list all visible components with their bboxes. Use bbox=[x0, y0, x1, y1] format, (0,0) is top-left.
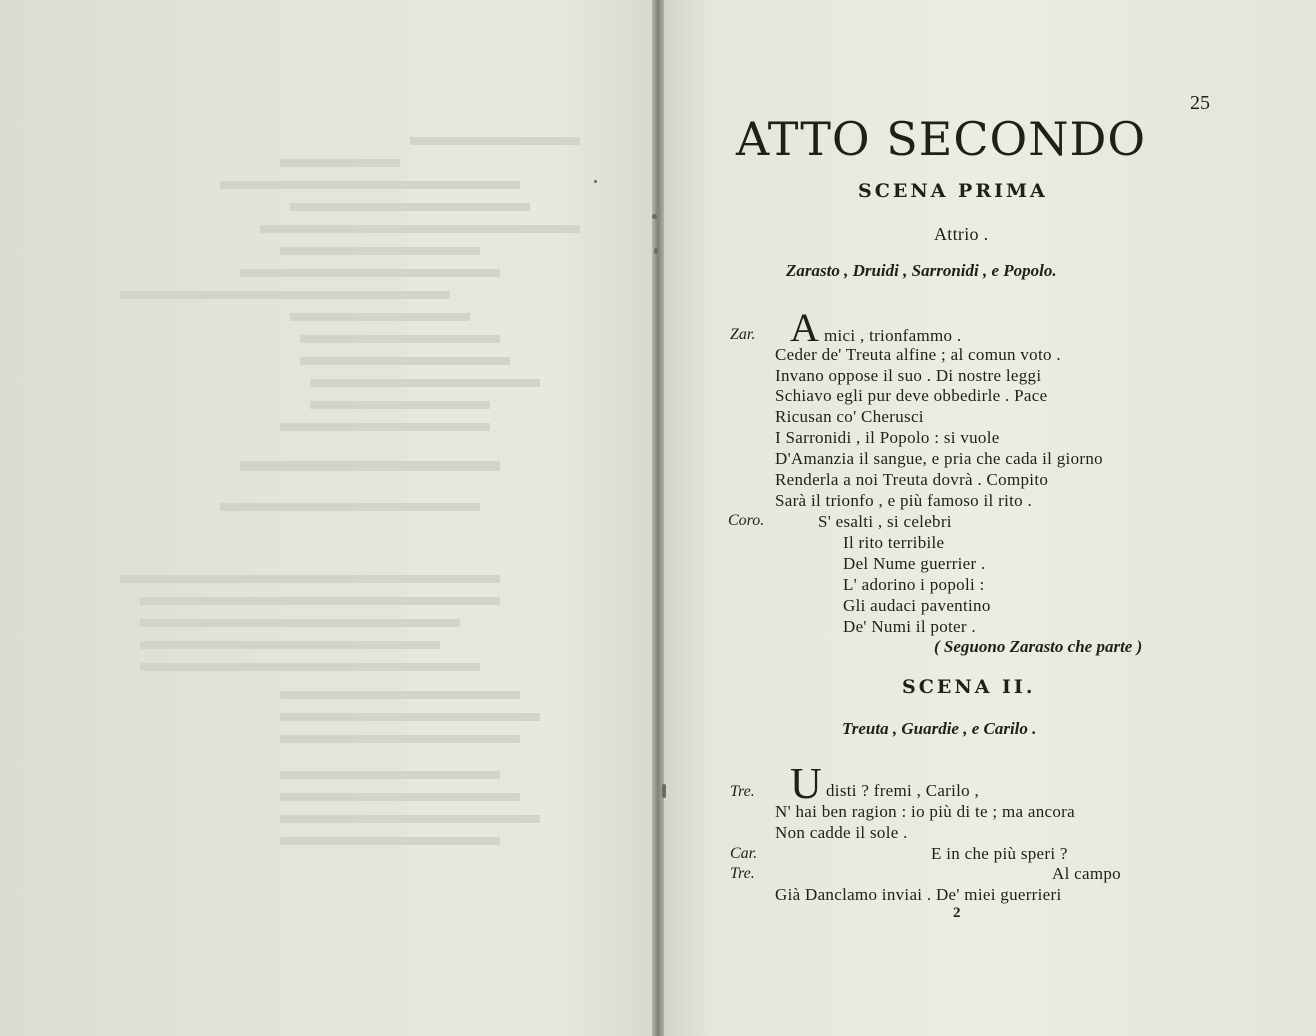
zar-line-5: Ricusan co' Cherusci bbox=[775, 407, 924, 426]
speaker-coro: Coro. bbox=[728, 512, 765, 529]
dropcap-zar: A bbox=[790, 305, 819, 350]
book-gutter bbox=[652, 0, 664, 1036]
scene-1-heading: SCENA PRIMA bbox=[858, 180, 1048, 202]
car-line: E in che più speri ? bbox=[931, 844, 1068, 863]
coro-line-4: L' adorino i popoli : bbox=[843, 575, 985, 594]
signature-mark: 2 bbox=[953, 905, 961, 921]
scene-2-heading: SCENA II. bbox=[902, 676, 1036, 698]
zar-line-6: I Sarronidi , il Popolo : si vuole bbox=[775, 428, 1000, 447]
tre-line-1: disti ? fremi , Carilo , bbox=[826, 781, 980, 800]
zar-line-3: Invano oppose il suo . Di nostre leggi bbox=[775, 366, 1042, 385]
paper-speck bbox=[654, 248, 658, 254]
coro-line-2: Il rito terribile bbox=[843, 533, 945, 552]
zar-line-7: D'Amanzia il sangue, e pria che cada il giorno bbox=[775, 449, 1103, 468]
act-title: ATTO SECONDO bbox=[736, 112, 1147, 166]
zar-line-8: Renderla a noi Treuta dovrà . Compito bbox=[775, 470, 1049, 489]
scene-2-characters: Treuta , Guardie , e Carilo . bbox=[842, 719, 1037, 738]
dropcap-tre: U bbox=[790, 759, 822, 808]
paper-speck bbox=[594, 180, 597, 183]
bleed-texture-left bbox=[80, 131, 600, 890]
coro-line-3: Del Nume guerrier . bbox=[843, 554, 986, 573]
tre-line-3: Non cadde il sole . bbox=[775, 823, 908, 842]
tre-line-5: Già Danclamo inviai . De' miei guerrieri bbox=[775, 885, 1062, 904]
tre-line-4: Al campo bbox=[1052, 864, 1121, 883]
scene-1-characters: Zarasto , Druidi , Sarronidi , e Popolo. bbox=[786, 261, 1057, 280]
stage-direction: ( Seguono Zarasto che parte ) bbox=[934, 637, 1143, 656]
tre-line-2: N' hai ben ragion : io più di te ; ma ancora bbox=[775, 802, 1075, 821]
show-through-left bbox=[80, 110, 600, 890]
paper-speck bbox=[662, 784, 666, 798]
scene-1-setting: Attrio . bbox=[934, 224, 989, 244]
speaker-zar: Zar. bbox=[730, 326, 756, 343]
coro-line-1: S' esalti , si celebri bbox=[818, 512, 952, 531]
zar-line-1: mici , trionfammo . bbox=[824, 326, 962, 345]
zar-line-9: Sarà il trionfo , e più famoso il rito . bbox=[775, 491, 1033, 510]
zar-line-2: Ceder de' Treuta alfine ; al comun voto . bbox=[775, 345, 1061, 364]
zar-line-4: Schiavo egli pur deve obbedirle . Pace bbox=[775, 386, 1048, 405]
paper-speck bbox=[652, 214, 657, 219]
speaker-car: Car. bbox=[730, 845, 758, 862]
page-number: 25 bbox=[1190, 92, 1210, 114]
speaker-tre-2: Tre. bbox=[730, 865, 755, 882]
coro-line-5: Gli audaci paventino bbox=[843, 596, 991, 615]
coro-line-6: De' Numi il poter . bbox=[843, 617, 976, 636]
speaker-tre: Tre. bbox=[730, 783, 755, 800]
